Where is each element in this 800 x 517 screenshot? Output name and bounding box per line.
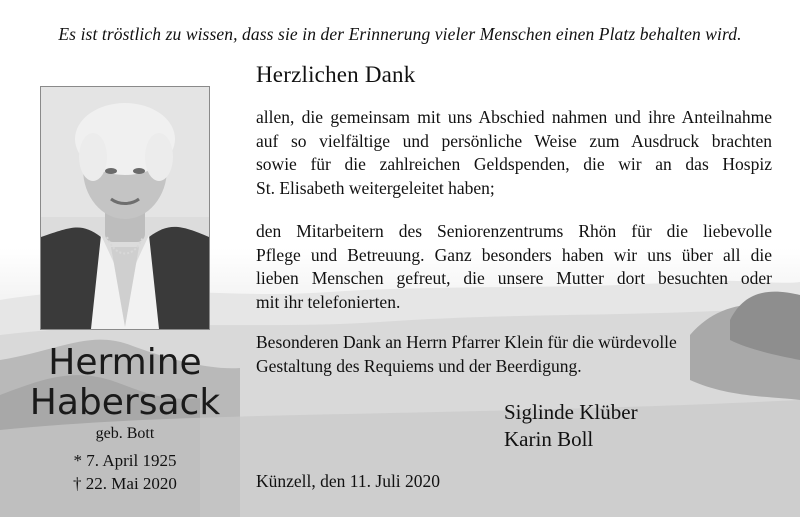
text-line: den Mitarbeitern des Seniorenzentrums Rhön für die liebevolle [256, 221, 772, 241]
deceased-last-name: Habersack [29, 382, 221, 423]
text-line: auf so vielfältige und persönliche Weise zum Ausdruck brachten [256, 130, 772, 151]
death-date: † 22. Mai 2020 [73, 474, 177, 493]
quote: Es ist tröstlich zu wissen, dass sie in der Erinnerung vieler Menschen einen Platz behalten wird. [58, 24, 742, 44]
maiden-name: geb. Bott [95, 425, 155, 442]
text-line: Gestaltung des Requiems und der Beerdigung. [256, 355, 582, 376]
thanks-paragraph-1 [256, 106, 772, 200]
text-line: allen, die gemeinsam mit uns Abschied nahmen und ihre Anteilnahme [256, 107, 772, 127]
signature-name: Siglinde Klüber [504, 400, 638, 424]
signature-name: Karin Boll [504, 427, 594, 451]
deceased-first-name: Hermine [48, 342, 202, 383]
text-line: mit ihr telefonierten. [256, 291, 401, 312]
text-line: sowie für die zahlreichen Geldspenden, die wir an das Hospiz [256, 154, 772, 174]
thanks-paragraph-3 [256, 331, 772, 378]
thanks-heading: Herzlichen Dank [256, 62, 416, 87]
portrait-photo [40, 86, 210, 330]
text-line: lieben Menschen gefreut, die unsere Mutter dort besuchten oder [256, 268, 772, 288]
place-and-date: Künzell, den 11. Juli 2020 [256, 471, 441, 491]
thanks-paragraph-2 [256, 220, 772, 314]
birth-date: * 7. April 1925 [73, 451, 177, 470]
text-line: St. Elisabeth weitergeleitet haben; [256, 177, 495, 198]
text-line: Pflege und Betreuung. Ganz besonders haben wir uns über all die [256, 244, 772, 265]
text-line: Besonderen Dank an Herrn Pfarrer Klein für die würdevolle [256, 332, 677, 352]
